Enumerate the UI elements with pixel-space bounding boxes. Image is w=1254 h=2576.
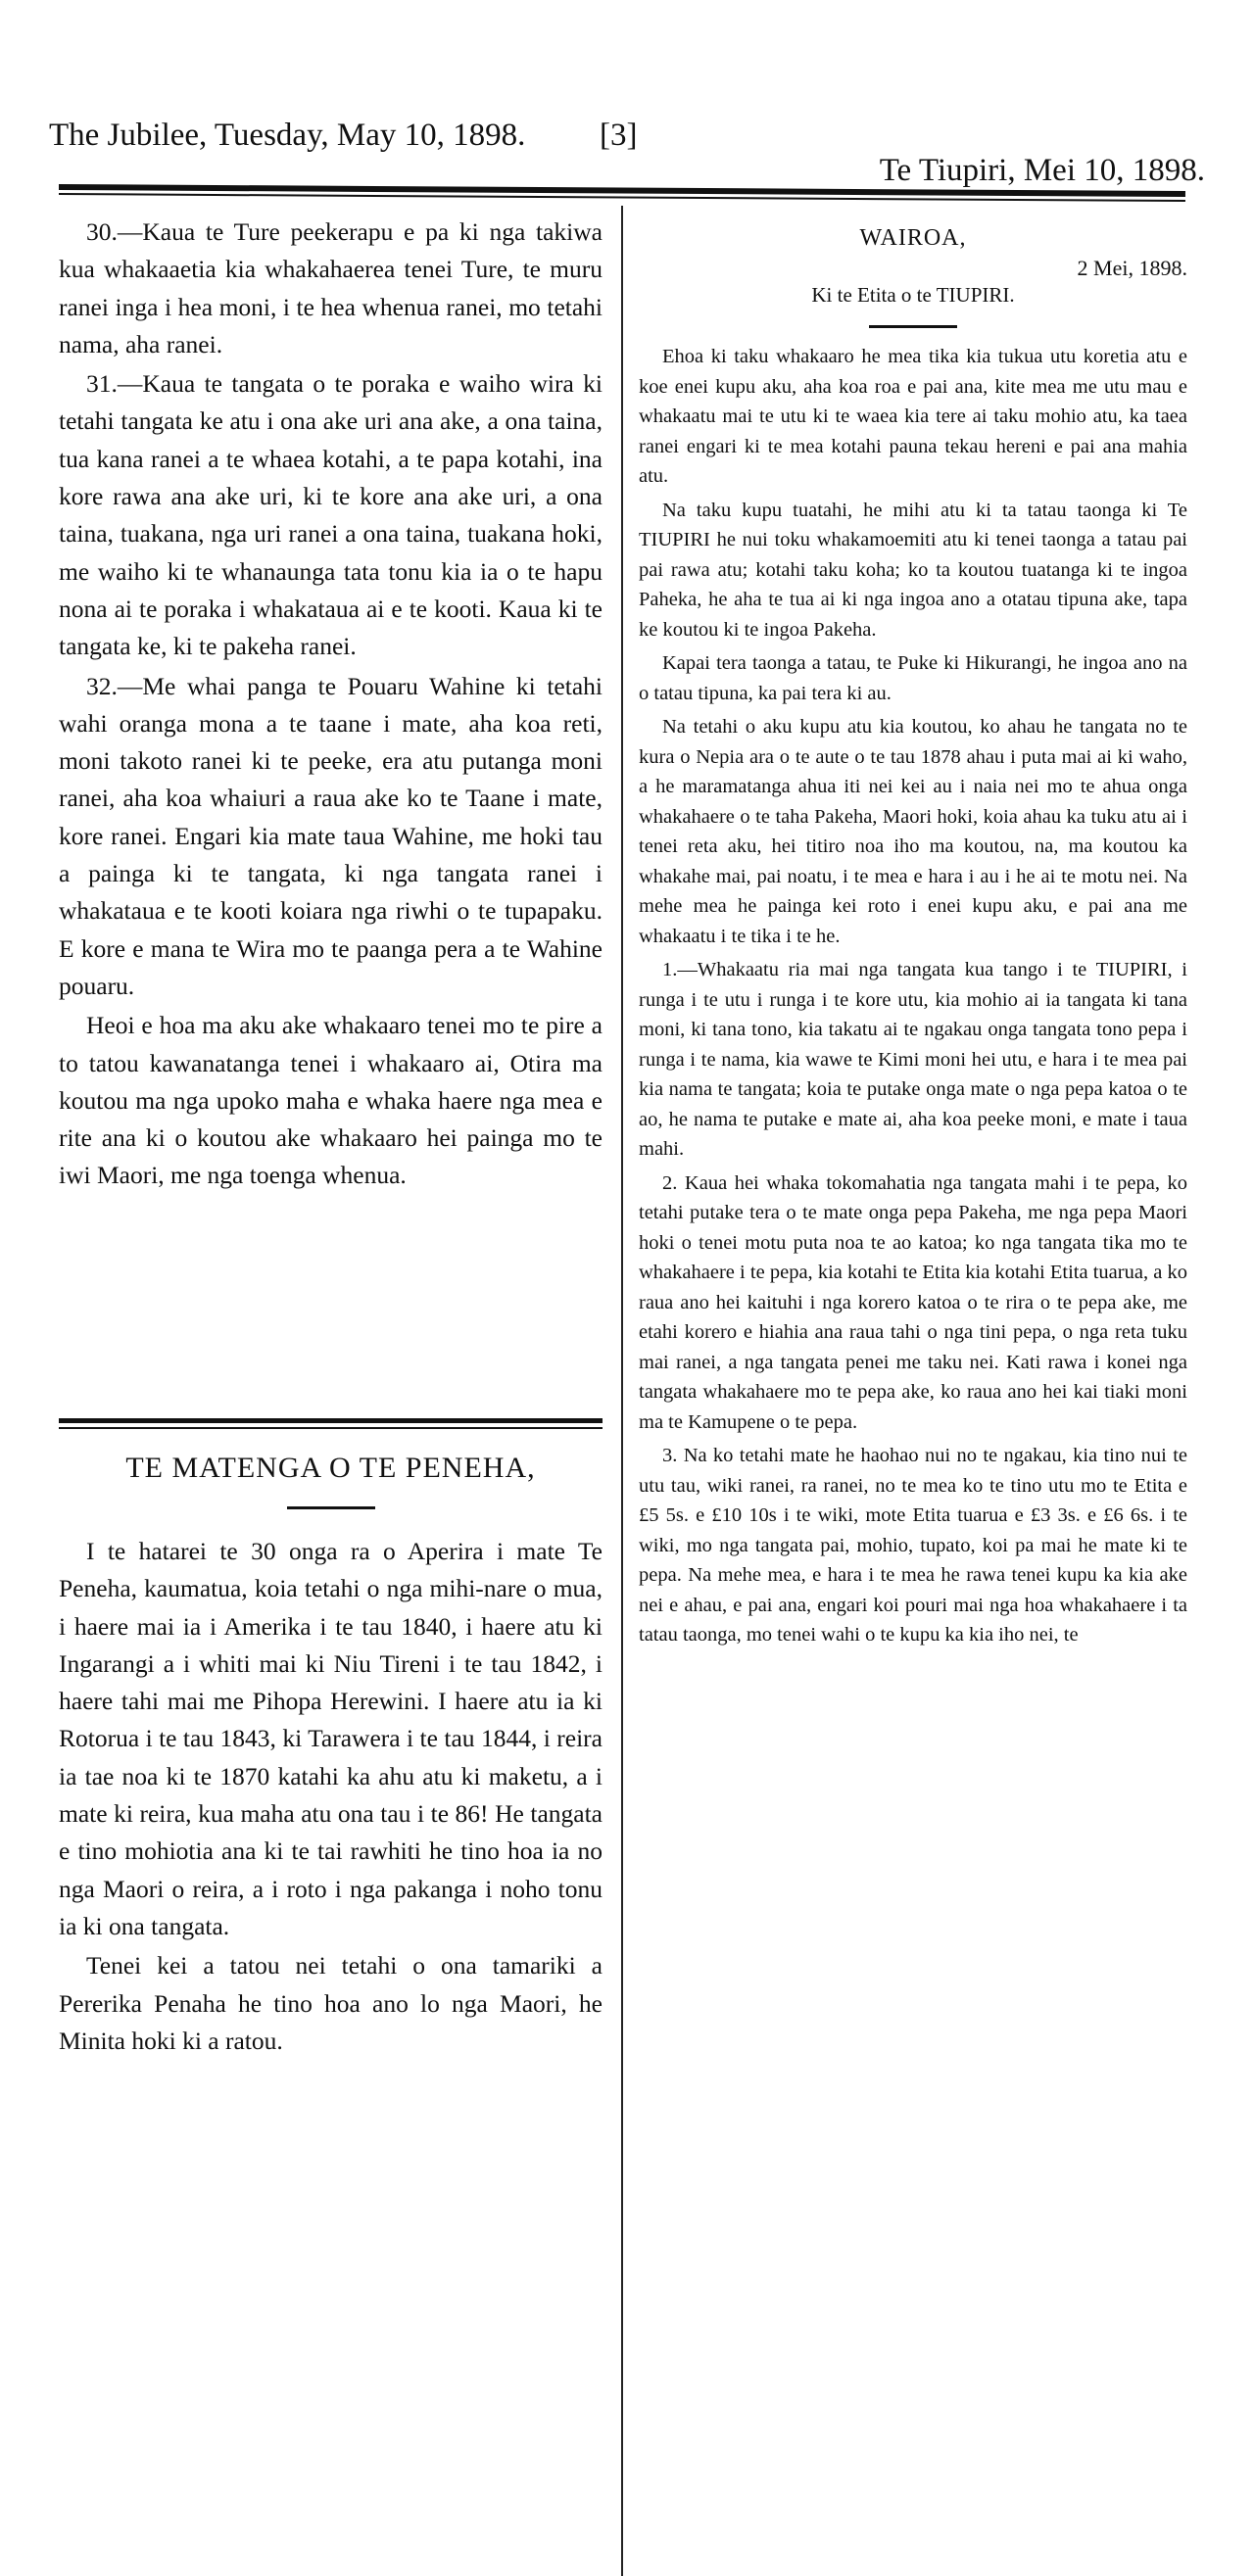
clause-32: 32.—Me whai panga te Pouaru Wahine ki tetahi wahi oranga mona a te taane i mate, aha koa reti, moni takoto ranei ki te peeke, era atu putanga moni ranei, aha koa whaiuri a raua ake ko te Taane i mate, kore ranei. Engari kia mate taua Wahine, me hoki tau a painga ki te tangata, ki nga tangata ranei i whakataua e te kooti koiara nga riwhi o te tupapaku. E kore e mana te Wira mo te paanga pera a te Wahine pouaru. [59, 671, 603, 1000]
header-right-title: Te Tiupiri, Mei 10, 1898. [879, 153, 1205, 188]
letter-date: 2 Mei, 1898. [1077, 256, 1187, 280]
letter-point-3: 3. Na ko tetahi mate he haohao nui no te ngakau, kia tino nui te utu tau, wiki ranei, ra ranei, no te mea ko te tino utu mo te Etita e £5 5s. e £10 10s i te wiki, mote Etita tuarua e £3 3s. e £6 6s. i te wiki, mo nga tangata pai, mohio, tupato, koi pa mai he mate ki te pepa. Na mehe mea, e hara i te mea he rawa tenei kupu ka kia ake nei e ahau, e pai ana, engari koi pouri mai nga hoa whakahaere i ta tatau taonga, mo tenei wahi o te kupu ka kia iho nei, te [639, 1445, 1187, 1646]
page-header [39, 118, 1215, 188]
clause-31: 31.—Kaua te tangata o te poraka e waiho wira ki tetahi tangata ke atu i ona ake uri ana ake, a ona taina, tua kana ranei a te whaea kotahi, a te papa kotahi, ina kore rawa ana ake uri, ki te kore ana ake uri, a ona taina, tuakana, nga uri ranei a ona taina, tuakana hoki, me waiho ki te whanaunga tata tonu kia ia o te hapu nona ai te poraka i whakatauа ai e te kooti. Kaua ki te tangata ke, ki te pakeha ranei. [59, 369, 603, 661]
letter-address: Ki te Etita o te TIUPIRI. [811, 283, 1015, 307]
letter-point-1: 1.—Whakaatu ria mai nga tangata kua tango i te TIUPIRI, i runga i te utu i runga i te kore utu, kia mohio ai ia tangata ki tana moni, ki tana tono, kia takatu ai te ngakau onga tangata tono pepa i runga i te nama, kia wawe te Kimi moni hei utu, e hara i te mea pai kia nama te tangata; koia te putake onga mate o nga pepa katoa o te ao, he nama te putake e mate ai, aha koa peeke moni, e mate i taua mahi. [639, 959, 1187, 1160]
column-divider [621, 206, 623, 2576]
obituary-paragraph: I te hatarei te 30 onga ra o Aperira i mate Te Peneha, kaumatua, koia tetahi o nga mihi-nare o mua, i haere mai ia i Amerika i te tau 1840, i haere atu ki Ingarangi a i whiti mai ki Niu Tireni i te tau 1842, i haere tahi mai me Pihopa Herewini. I haere atu ia ki Rotorua i te tau 1843, ki Tarawera i te tau 1844, i reira ia tae noa ki te 1870 katahi ka ahu atu ki maketu, a i mate ki reira, kua maha atu ona tau i te 86! He tangata e tino mohiotia ana ki te tai rawhiti he tino hoa ia no nga Maori o reira, a i roto i nga pakanga i noho tonu ia ki ona tangata. [59, 1537, 603, 1940]
obituary-paragraph: Tenei kei a tatou nei tetahi o ona tamariki a Pererika Penaha he tino hoa ano lo nga Maori, he Minita hoki ki a ratou. [59, 1951, 603, 2055]
letter-point-2: 2. Kaua hei whaka tokomahatia nga tangata mahi i te pepa, ko tetahi putake tera o te mate onga pepa Pakeha, me nga pepa Maori hoki o tenei motu puta noa te ao katoa; ko nga tangata tika mo te whakahaere i te pepa, kia kotahi te Etita kia kotahi Etita tuarua, a ko raua ano hei kaituhi i nga korero katoa o te rira o te pepa ake, me etahi korero e hiahia ana raua tahi o nga tini pepa, o nga reta tuku mai ranei, a nga tangata penei me taku nei. Kati rawa i konei nga tangata whakahaere mo te pepa ake, ko raua ano hei kai tiaki moni ma te Kamupene o te pepa. [639, 1171, 1187, 1433]
letter-place: WAIROA, [859, 225, 967, 251]
page-number: [3] [600, 118, 638, 153]
letter-paragraph: Na tetahi o aku kupu atu kia koutou, ko ahau he tangata no te kura o Nepia ara o te aute o te tau 1878 ahau i puta mai ai ki waho, a he maramatanga ahua iti nei kei au i naia nei mo te ahua onga whakahaere o te taha Pakeha, Maori hoki, koia ahau ka tuku atu ai i tenei reta aku, hei titiro noa iho ma koutou, na, ma koutou ka whakahe mai, pai noatu, i te mea e hara i au i he ai te motu nei. Na mehe mea he painga kei roto i enei kupu aku, e pai ana me whakaatu i te tika i te he. [639, 716, 1187, 947]
clause-30: 30.—Kaua te Ture peekerapu e pa ki nga takiwa kua whakaaetia kia whakahaerea tenei Ture, te muru ranei inga i hea moni, i te hea whenua ranei, mo tetahi nama, aha ranei. [59, 217, 603, 358]
title-rule [287, 1506, 375, 1509]
obituary-section [59, 1452, 603, 2062]
section-rule-thin [59, 1427, 603, 1429]
obituary-title: TE MATENGA O TE PENEHA, [125, 1452, 536, 1484]
letter-paragraph: Na taku kupu tuatahi, he mihi atu ki ta tatau taonga ki Te TIUPIRI he nui toku whakamoemiti atu ki tenei taonga a tatau pai pai rawa atu; kotahi taku koha; ko ta koutou tuatanga ki te ingoa Paheka, he aha te tua ai ki nga ingoa ano a otatau tipuna ake, tapa ke koutou ki te ingoa Pakeha. [639, 499, 1187, 641]
letter-paragraph: Kapai tera taonga a tatau, te Puke ki Hikurangi, he ingoa ano na o tatau tipuna, ka pai tera ki au. [639, 652, 1187, 704]
right-column [639, 225, 1187, 1654]
left-column [59, 214, 603, 1197]
closing-paragraph: Heoi e hoa ma aku ake whakaaro tenei mo te pire a to tatou kawanatanga tenei i whakaaro ai, Otira ma koutou ma nga upoko maha e whaka haere nga mea e rite ana ki o koutou ake whakaaro hei painga mo te iwi Maori, me nga toenga whenua. [59, 1011, 603, 1190]
section-rule-thick [59, 1418, 603, 1423]
header-left-title: The Jubilee, Tuesday, May 10, 1898. [49, 118, 526, 153]
letter-paragraph: Ehoa ki taku whakaaro he mea tika kia tukua utu koretia atu e koe enei kupu aku, aha koa roa e pai ana, kite mea me utu mau e whakaatu mai te utu ki te waea kia tere ai taku mohio atu, ka taea ranei engari ki te mea kotahi pauna tekau hereni e pai ana mahia atu. [639, 346, 1187, 487]
letter-rule [869, 325, 957, 328]
